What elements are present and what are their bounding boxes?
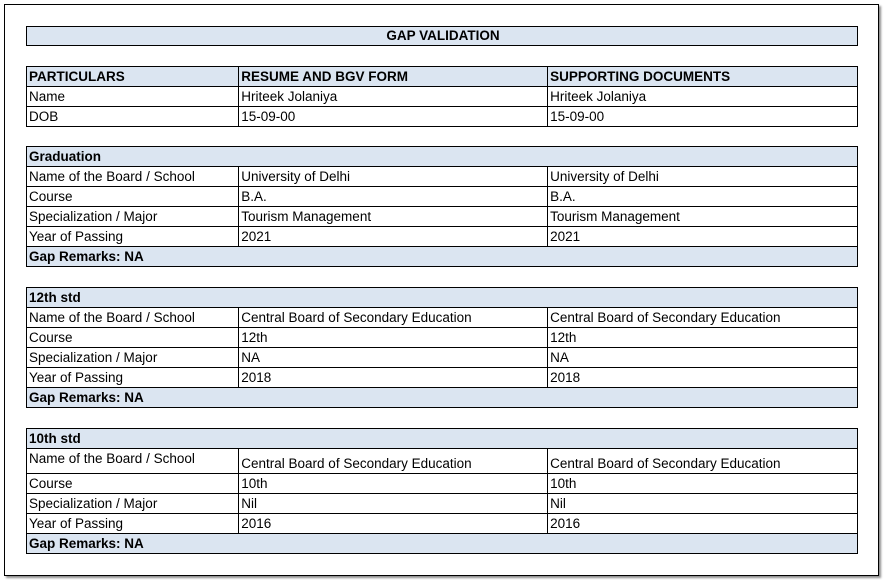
row-label: Name (27, 87, 239, 107)
resume-value: 2021 (239, 227, 548, 247)
resume-value: NA (239, 348, 548, 368)
gap-remarks: Gap Remarks: NA (27, 534, 858, 554)
resume-value: University of Delhi (239, 167, 548, 187)
particulars-block (26, 66, 858, 127)
docs-value: 15-09-00 (548, 107, 858, 127)
resume-value: Central Board of Secondary Education (239, 308, 548, 328)
row-label: Year of Passing (27, 368, 239, 388)
title-table (26, 26, 858, 46)
table-row (27, 514, 858, 534)
table-row (27, 167, 858, 187)
header-row (27, 67, 858, 87)
page-title: GAP VALIDATION (27, 27, 858, 46)
row-label: Name of the Board / School (27, 167, 239, 187)
resume-value: Tourism Management (239, 207, 548, 227)
resume-value: 12th (239, 328, 548, 348)
docs-value: Tourism Management (548, 207, 858, 227)
docs-value: Central Board of Secondary Education (548, 449, 858, 474)
row-label: Course (27, 187, 239, 207)
resume-value: Central Board of Secondary Education (239, 449, 548, 474)
row-label: Name of the Board / School (27, 449, 239, 474)
row-label: DOB (27, 107, 239, 127)
resume-value: 10th (239, 474, 548, 494)
resume-value: 2018 (239, 368, 548, 388)
docs-value: 2018 (548, 368, 858, 388)
row-label: Year of Passing (27, 514, 239, 534)
12th-table (26, 287, 858, 408)
table-row (27, 207, 858, 227)
row-label: Specialization / Major (27, 348, 239, 368)
row-label: Course (27, 328, 239, 348)
docs-value: NA (548, 348, 858, 368)
resume-value: 2016 (239, 514, 548, 534)
row-label: Specialization / Major (27, 494, 239, 514)
row-label: Course (27, 474, 239, 494)
header-resume: RESUME AND BGV FORM (239, 67, 548, 87)
resume-value: 15-09-00 (239, 107, 548, 127)
section-12th (26, 287, 858, 408)
row-label: Name of the Board / School (27, 308, 239, 328)
table-row (27, 494, 858, 514)
gap-remarks: Gap Remarks: NA (27, 247, 858, 267)
docs-value: B.A. (548, 187, 858, 207)
table-row (27, 348, 858, 368)
docs-value: Hriteek Jolaniya (548, 87, 858, 107)
header-docs: SUPPORTING DOCUMENTS (548, 67, 858, 87)
table-row (27, 308, 858, 328)
resume-value: B.A. (239, 187, 548, 207)
table-row (27, 328, 858, 348)
gap-remarks: Gap Remarks: NA (27, 388, 858, 408)
table-row (27, 87, 858, 107)
table-row (27, 474, 858, 494)
section-10th (26, 428, 858, 554)
graduation-table (26, 146, 858, 267)
10th-table (26, 428, 858, 554)
table-row (27, 449, 858, 474)
section-title: Graduation (27, 147, 858, 167)
particulars-table (26, 66, 858, 127)
docs-value: 2021 (548, 227, 858, 247)
table-row (27, 187, 858, 207)
section-graduation (26, 146, 858, 267)
resume-value: Nil (239, 494, 548, 514)
section-title: 10th std (27, 429, 858, 449)
section-title: 12th std (27, 288, 858, 308)
docs-value: 10th (548, 474, 858, 494)
docs-value: University of Delhi (548, 167, 858, 187)
docs-value: Nil (548, 494, 858, 514)
docs-value: 12th (548, 328, 858, 348)
table-row (27, 368, 858, 388)
table-row (27, 227, 858, 247)
header-particulars: PARTICULARS (27, 67, 239, 87)
docs-value: Central Board of Secondary Education (548, 308, 858, 328)
resume-value: Hriteek Jolaniya (239, 87, 548, 107)
row-label: Year of Passing (27, 227, 239, 247)
title-block (26, 26, 858, 46)
table-row (27, 107, 858, 127)
docs-value: 2016 (548, 514, 858, 534)
row-label: Specialization / Major (27, 207, 239, 227)
